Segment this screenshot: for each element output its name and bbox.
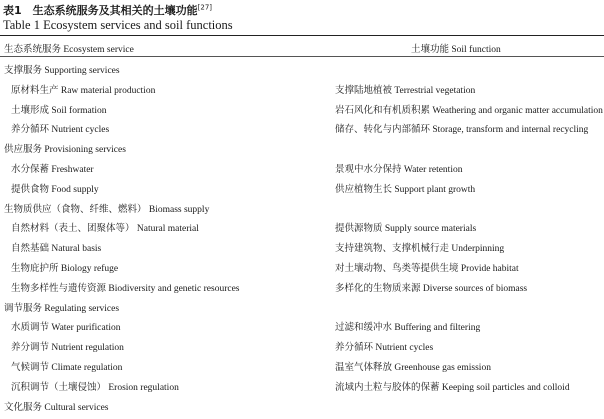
table-row: [0, 220, 604, 240]
soil-function-cell: 养分循环 Nutrient cycles: [335, 343, 434, 354]
caption-ref: [27]: [197, 3, 213, 12]
soil-function-cell: 供应植物生长 Support plant growth: [335, 184, 476, 195]
ecosystem-service-cell: 水质调节 Water purification: [11, 323, 121, 334]
ecosystem-service-cell: 调节服务 Regulating services: [4, 303, 120, 314]
ecosystem-service-cell: 供应服务 Provisioning services: [4, 145, 126, 156]
section-row: [0, 201, 604, 221]
section-row: [0, 62, 604, 82]
table-row: [0, 82, 604, 102]
ecosystem-service-cell: 文化服务 Cultural services: [4, 402, 109, 413]
section-row: [0, 300, 604, 320]
ecosystem-service-cell: 沉积调节（土壤侵蚀） Erosion regulation: [11, 382, 179, 393]
table-row: [0, 181, 604, 201]
header-ecosystem-service: 生态系统服务 Ecosystem service: [4, 45, 134, 55]
section-row: [0, 399, 604, 419]
soil-function-cell: 过滤和缓冲水 Buffering and filtering: [335, 323, 481, 334]
ecosystem-service-cell: 自然材料（表土、团聚体等） Natural material: [11, 224, 199, 235]
soil-function-cell: 景观中水分保持 Water retention: [335, 165, 463, 175]
ecosystem-service-cell: 提供食物 Food supply: [11, 184, 99, 195]
soil-function-cell: 岩石风化和有机质积累 Weathering and organic matter accumulation: [335, 105, 603, 116]
soil-function-cell: 支持建筑物、支撑机械行走 Underpinning: [335, 244, 505, 255]
soil-function-cell: 支撑陆地植被 Terrestrial vegetation: [335, 85, 476, 96]
ecosystem-service-cell: 支撑服务 Supporting services: [4, 66, 120, 76]
table-top-rule: [0, 35, 604, 36]
table-caption-en: Table 1 Ecosystem services and soil functions: [3, 18, 233, 32]
table-header-rule: [0, 56, 604, 57]
table-row: [0, 260, 604, 280]
ecosystem-service-cell: 原材料生产 Raw material production: [11, 85, 156, 96]
soil-function-cell: 对土壤动物、鸟类等提供生境 Provide habitat: [335, 264, 519, 274]
table-row: [0, 339, 604, 359]
table-row: [0, 161, 604, 181]
ecosystem-service-cell: 生物庇护所 Biology refuge: [11, 264, 119, 274]
header-soil-function: 土壤功能 Soil function: [411, 45, 501, 55]
table-caption-cn: [3, 2, 212, 18]
table-row: [0, 280, 604, 300]
soil-function-cell: 多样化的生物质来源 Diverse sources of biomass: [335, 283, 528, 294]
table-row: [0, 240, 604, 260]
table-row: [0, 379, 604, 399]
ecosystem-service-cell: 养分调节 Nutrient regulation: [11, 343, 124, 354]
ecosystem-service-cell: 生物多样性与遗传资源 Biodiversity and genetic resources: [11, 283, 240, 294]
ecosystem-service-cell: 水分保蓄 Freshwater: [11, 165, 94, 175]
soil-function-cell: 流域内土粒与胶体的保蓄 Keeping soil particles and colloid: [335, 382, 570, 393]
table-row: [0, 121, 604, 141]
ecosystem-service-cell: 养分循环 Nutrient cycles: [11, 125, 110, 136]
caption-cn-text: 表1 生态系统服务及其相关的土壤功能: [3, 4, 198, 17]
ecosystem-service-cell: 气候调节 Climate regulation: [11, 363, 123, 373]
ecosystem-service-cell: 生物质供应（食物、纤维、燃料） Biomass supply: [4, 204, 210, 215]
section-row: [0, 141, 604, 161]
table-row: [0, 359, 604, 379]
ecosystem-service-cell: 自然基础 Natural basis: [11, 244, 102, 255]
soil-function-cell: 储存、转化与内部循环 Storage, transform and internal recycling: [335, 125, 589, 136]
soil-function-cell: 温室气体释放 Greenhouse gas emission: [335, 363, 491, 373]
table-row: [0, 102, 604, 122]
table-row: [0, 319, 604, 339]
soil-function-cell: 提供源物质 Supply source materials: [335, 224, 477, 235]
ecosystem-service-cell: 土壤形成 Soil formation: [11, 105, 107, 116]
